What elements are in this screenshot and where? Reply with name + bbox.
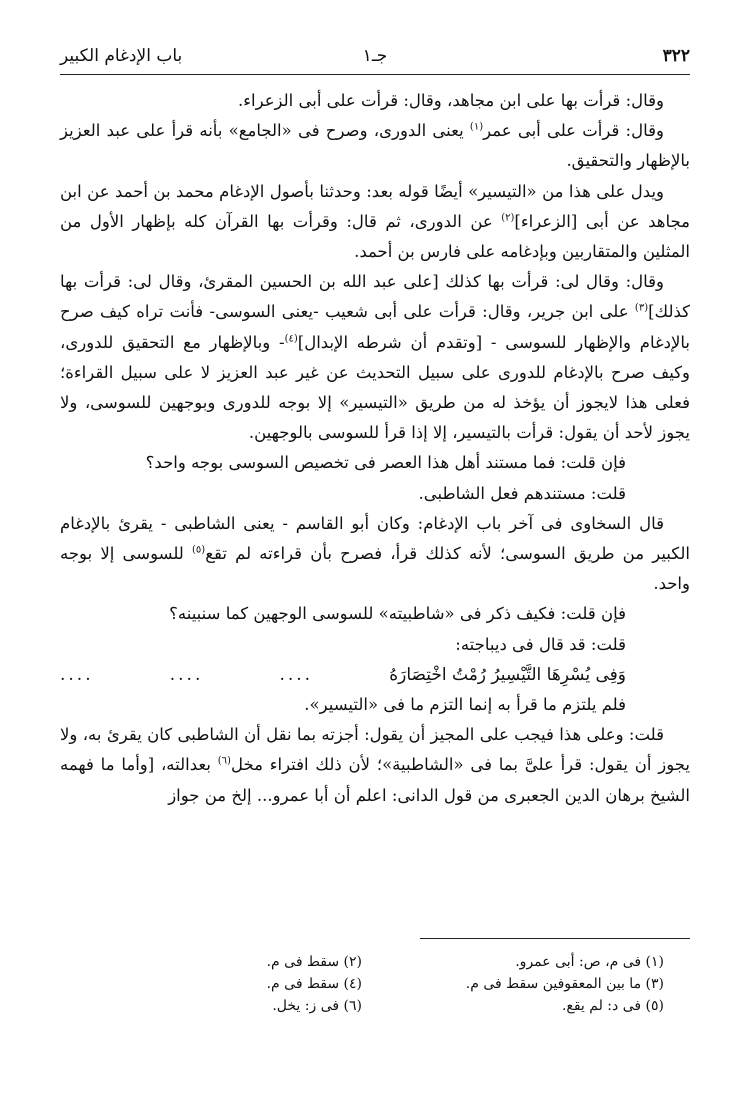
footnote-ref[interactable]: (٣) xyxy=(634,302,649,314)
paragraph: قلت: وعلى هذا فيجب على المجيز أن يقول: أجزته بما نقل أن الشاطبى كان يقرئ به، ولا يجوز أن يقول: قرأ علىَّ بما فى «الشاطبية»؛ لأن ذلك افتراء مخل$^{(٦)}$ بعدالته، [وأما ما فهمه الشيخ برهان الدين الجعبرى من قول الدانى: اعلم أن أبا عمرو... إلخ من جواز xyxy=(60,725,690,805)
footnote: (١) فى م، ص: أبى عمرو. xyxy=(515,954,664,970)
footnote: (٣) ما بين المعقوفين سقط فى م. xyxy=(465,976,664,992)
footnote-ref[interactable]: (١) xyxy=(469,121,484,133)
main-text xyxy=(60,86,690,811)
paragraph: قال السخاوى فى آخر باب الإدغام: وكان أبو القاسم - يعنى الشاطبى - يقرئ بالإدغام الكبير من طريق السوسى؛ لأنه كذلك قرأ، فصرح بأن قراءته لم تقع$^{(٥)}$ للسوسى إلا بوجه واحد. xyxy=(60,513,690,594)
page-header xyxy=(60,38,690,75)
volume-label: جـ١ xyxy=(362,46,388,66)
footnotes xyxy=(60,938,690,1017)
footnote-ref[interactable]: (٦) xyxy=(217,755,231,767)
poem-verse xyxy=(60,660,690,690)
footnote: (٢) سقط فى م. xyxy=(266,954,362,970)
question: فإن قلت: فما مستند أهل هذا العصر فى تخصيص السوسى بوجه واحد؟ xyxy=(145,453,626,473)
paragraph: ويدل على هذا من «التيسير» أيضًا قوله بعد: وحدثنا بأصول الإدغام محمد بن أحمد عن ابن مجاهد عن أبى [الزعراء]$^{(٢)}$ عن الدورى، ثم قال: وقرأت بها القرآن كله بإظهار الأول من المثلين والمتقاربين وبإدغامه على فارس بن أحمد. xyxy=(60,181,690,262)
page-number: ٣٢٢ xyxy=(662,46,690,66)
footnote-ref[interactable]: (٥) xyxy=(192,544,206,556)
chapter-title: باب الإدغام الكبير xyxy=(60,46,183,66)
verse-text: وَفِى يُسْرِهَا التَّيْسِيرُ رُمْتُ اخْتِصَارَهُ xyxy=(389,664,626,685)
answer: قلت: قد قال فى ديباجته: xyxy=(455,634,626,654)
footnote: (٦) فى ز: يخل. xyxy=(272,998,362,1014)
paragraph: وقال: قرأت بها على ابن مجاهد، وقال: قرأت على أبى الزعراء. xyxy=(238,91,664,110)
paragraph: وقال: وقال لى: قرأت بها كذلك [على عبد الله بن الحسين المقرئ، وقال لى: قرأت بها كذلك]$^{(٣)}$ على ابن جرير، وقال: قرأت على أبى شعيب -يعنى السوسى- فأنت تراه كيف صرح بالإدغام والإظهار للسوسى - [وتقدم أن شرطه الإبدال]$^{(٤)}$- وبالإظهار مع التحقيق للدورى، وكيف صرح بالإدغام للدورى على سبيل التحديث عن غير عبد العزيز لا على سبيل القراءة؛ فعلى هذا لايجوز أن يؤخذ له من طريق «التيسير» إلا بوجه للدورى وبوجهين للسوسى، ولا يجوز لأحد أن يقول: قرأت بالتيسير، إلا إذا قرأ للسوسى بالوجهين. xyxy=(60,272,690,443)
footnote: (٥) فى د: لم يقع. xyxy=(561,998,664,1014)
answer: قلت: مستندهم فعل الشاطبى. xyxy=(418,483,626,503)
verse-ellipsis: .... xyxy=(279,664,314,685)
footnote-ref[interactable]: (٤) xyxy=(284,333,298,345)
footnote-ref[interactable]: (٢) xyxy=(501,212,515,224)
verse-ellipsis: .... xyxy=(169,664,204,685)
paragraph: فلم يلتزم ما قرأ به إنما التزم ما فى «التيسير». xyxy=(304,695,626,715)
footnote: (٤) سقط فى م. xyxy=(266,976,362,992)
question: فإن قلت: فكيف ذكر فى «شاطبيته» للسوسى الوجهين كما سنبينه؟ xyxy=(169,604,626,624)
footnote-divider xyxy=(420,938,690,939)
verse-ellipsis: .... xyxy=(60,664,94,685)
paragraph: وقال: قرأت على أبى عمر$^{(١)}$ يعنى الدورى، وصرح فى «الجامع» بأنه قرأ على عبد العزيز بالإظهار والتحقيق. xyxy=(60,121,690,171)
